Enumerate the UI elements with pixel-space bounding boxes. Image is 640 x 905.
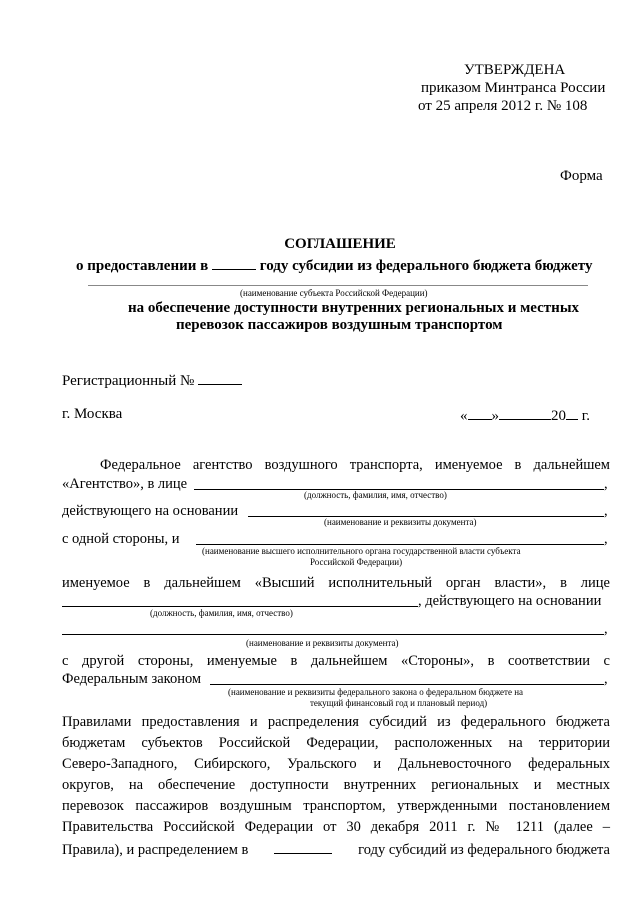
p4-line6: Правительства Российской Федерации от 30 декабря 2011 г. № 1211 (далее – <box>62 819 610 835</box>
year-blank-2 <box>274 839 332 854</box>
registration-label <box>62 370 242 390</box>
subject-line <box>88 285 588 286</box>
date-mid: » <box>491 408 499 424</box>
title-line1 <box>76 255 592 275</box>
document-line2 <box>62 634 604 635</box>
hint-law2: текущий финансовый год и плановый период) <box>310 698 488 708</box>
title-line3: перевозок пассажиров воздушным транспортом <box>176 317 503 333</box>
hint-position1: (должность, фамилия, имя, отчество) <box>304 490 447 500</box>
date-year: 20 <box>551 408 566 424</box>
p4-line7 <box>62 839 610 859</box>
p1-line1: Федеральное агентство воздушного транспорта, именуемое в дальнейшем <box>100 457 610 473</box>
hint-document2: (наименование и реквизиты документа) <box>246 638 399 648</box>
p3-line1: с другой стороны, именуемые в дальнейшем «Стороны», в соответствии с <box>62 653 610 669</box>
p4-line7-start: Правила), и распределением в <box>62 842 249 858</box>
comma1: , <box>604 476 608 492</box>
month-blank <box>499 405 551 420</box>
comma5: , <box>604 671 608 687</box>
date-field <box>460 405 590 425</box>
comma4: , <box>604 621 608 637</box>
hint-authority1: (наименование высшего исполнительного органа государственной власти субъекта <box>202 546 521 556</box>
hint-subject: (наименование субъекта Российской Федерации) <box>240 288 428 298</box>
document-title: СОГЛАШЕНИЕ <box>284 236 396 252</box>
approval-title: УТВЕРЖДЕНА <box>464 62 566 78</box>
title-line1-end: году субсидии из федерального бюджета бюджету <box>259 258 593 274</box>
p1-line3: действующего на основании <box>62 503 239 519</box>
p3-line2: Федеральным законом <box>62 671 202 687</box>
registration-blank <box>198 370 242 385</box>
approval-order: приказом Минтранса России <box>421 80 606 96</box>
registration-text: Регистрационный № <box>62 373 195 389</box>
p1-line4: с одной стороны, и <box>62 531 180 547</box>
p1-line2: «Агентство», в лице <box>62 476 188 492</box>
title-line1-start: о предоставлении в <box>76 258 209 274</box>
title-line2: на обеспечение доступности внутренних региональных и местных <box>128 300 580 316</box>
p4-line2: бюджетам субъектов Российской Федерации, расположенных на территории <box>62 735 610 751</box>
date-open: « <box>460 408 468 424</box>
p4-line5: перевозок пассажиров воздушным транспортом, утвержденными постановлением <box>62 798 610 814</box>
position-line2 <box>62 606 418 607</box>
date-suffix: г. <box>581 408 590 424</box>
hint-law1: (наименование и реквизиты федерального закона о федеральном бюджете на <box>228 687 524 697</box>
comma2: , <box>604 503 608 519</box>
p2-line1: именуемое в дальнейшем «Высший исполнительный орган власти», в лице <box>62 575 610 591</box>
hint-document1: (наименование и реквизиты документа) <box>324 517 477 527</box>
comma3: , <box>604 531 608 547</box>
law-line <box>210 684 604 685</box>
day-blank <box>468 405 492 420</box>
hint-authority2: Российской Федерации) <box>310 557 403 567</box>
year-suffix-blank <box>566 405 578 420</box>
p2-line2-suffix: , действующего на основании <box>418 593 602 609</box>
hint-position2: (должность, фамилия, имя, отчество) <box>150 608 293 618</box>
authority-line <box>196 544 604 545</box>
p4-line3: Северо-Западного, Сибирского, Уральского и Дальневосточного федеральных <box>62 756 610 772</box>
p4-line7-end: году субсидий из федерального бюджета <box>358 842 610 858</box>
form-label: Форма <box>560 168 603 184</box>
approval-date: от 25 апреля 2012 г. № 108 <box>418 98 588 114</box>
p4-line4: округов, на обеспечение доступности внутренних региональных и местных <box>62 777 610 793</box>
city: г. Москва <box>62 406 123 422</box>
p4-line1: Правилами предоставления и распределения субсидий из федерального бюджета <box>62 714 610 730</box>
year-blank <box>212 255 256 270</box>
